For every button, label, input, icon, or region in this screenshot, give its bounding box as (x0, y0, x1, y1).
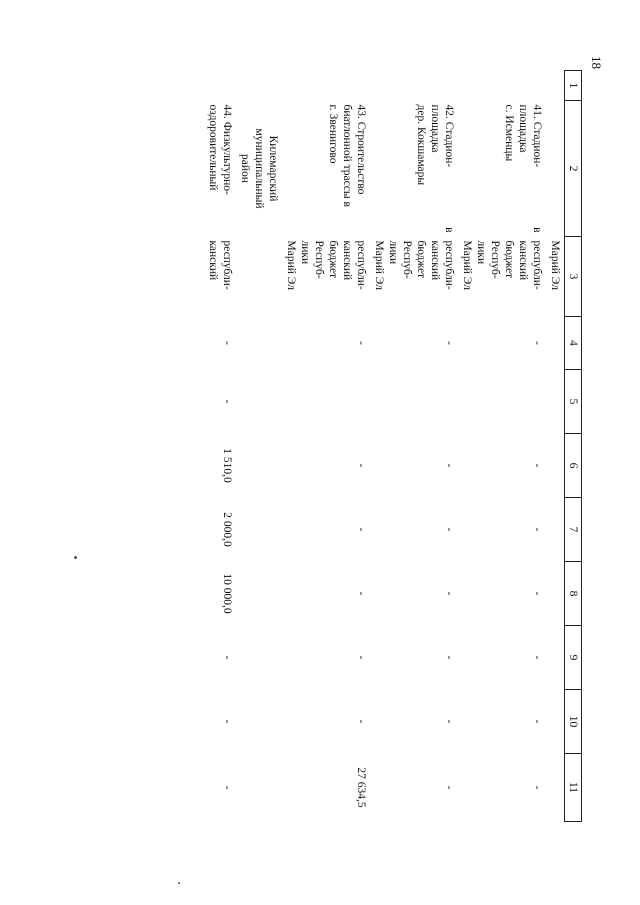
funding-source: республи- канский (207, 240, 233, 290)
value-cell: - (355, 655, 367, 660)
value-cell: - (221, 399, 233, 404)
col-header-11: 11 (565, 754, 582, 822)
value-cell: - (355, 591, 367, 596)
value-cell: 2 000,0 (221, 512, 233, 547)
col-header-1: 1 (565, 71, 582, 101)
col-header-6: 6 (565, 434, 582, 498)
scan-speck (74, 556, 77, 559)
value-cell (458, 370, 546, 434)
funding-source: республи- канский бюджет Респуб- лики Марий Эл (373, 240, 455, 290)
scan-speck (178, 882, 180, 884)
value-cell: - (355, 719, 367, 724)
project-suffix: в (531, 227, 543, 233)
value-cell: 27 634,5 (355, 767, 367, 808)
table-row (458, 71, 546, 822)
project-name: 44. Физкультурно- оздоровительный (207, 104, 233, 195)
table-row (370, 71, 458, 822)
col-header-9: 9 (565, 626, 582, 690)
value-cell (282, 370, 370, 434)
value-cell: - (221, 341, 233, 345)
value-cell: - (443, 655, 455, 660)
value-cell: - (443, 591, 455, 596)
value-cell: - (531, 591, 543, 596)
value-cell: - (531, 463, 543, 468)
value-cell: - (531, 341, 543, 345)
value-cell: - (221, 719, 233, 724)
value-cell: 10 000,0 (221, 573, 233, 614)
project-name: 41. Стадион- площадка с. Исменцы (503, 104, 543, 168)
funding-source: республи- канский бюджет Респуб- лики Марий Эл (461, 240, 543, 290)
value-cell: - (355, 463, 367, 468)
value-cell: - (355, 341, 367, 345)
table-row (204, 71, 236, 822)
continuation-row (546, 71, 565, 822)
funding-source: республи- канский бюджет Респуб- лики Марий Эл (285, 240, 367, 290)
value-cell: 1 510,0 (221, 448, 233, 483)
value-cell: - (443, 719, 455, 724)
value-cell: - (531, 527, 543, 532)
value-cell: - (221, 655, 233, 660)
col-header-2: 2 (565, 101, 582, 237)
value-cell: - (443, 785, 455, 790)
value-cell: - (531, 719, 543, 724)
value-cell: - (531, 655, 543, 660)
value-cell: - (355, 527, 367, 532)
project-name: 42. Стадион- площадка дер. Кокшамары (415, 104, 455, 186)
page-number: 18 (589, 56, 604, 69)
value-cell: - (443, 463, 455, 468)
table-row (282, 71, 370, 822)
col-header-10: 10 (565, 690, 582, 754)
project-suffix: в (443, 227, 455, 233)
value-cell: - (443, 341, 455, 345)
value-cell: - (221, 785, 233, 790)
value-cell: - (531, 785, 543, 790)
col-header-8: 8 (565, 562, 582, 626)
source-cell: Марий Эл (549, 240, 561, 290)
program-table (204, 70, 582, 822)
col-header-3: 3 (565, 237, 582, 317)
value-cell (370, 370, 458, 434)
district-name: Килемарский муниципальный район (239, 128, 279, 209)
col-header-7: 7 (565, 498, 582, 562)
rotated-page (114, 56, 604, 850)
col-header-4: 4 (565, 317, 582, 370)
project-name: 43. Строительство биатлонной трассы в г. Звенигово (327, 104, 367, 207)
col-header-5: 5 (565, 370, 582, 434)
district-row (236, 71, 282, 822)
header-row (565, 71, 582, 822)
value-cell: - (443, 527, 455, 532)
